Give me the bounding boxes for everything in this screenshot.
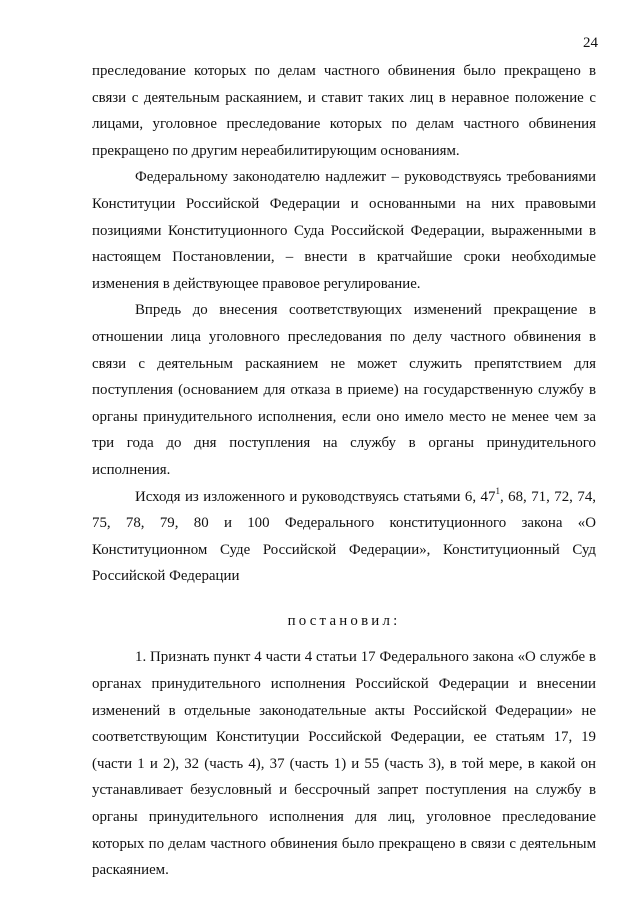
statute-text-before: Исходя из изложенного и руководствуясь статьями 6, 47 xyxy=(135,488,496,505)
page-number: 24 xyxy=(583,35,598,51)
paragraph-legislator-instruction: Федеральному законодателю надлежит – руководствуясь требованиями Конституции Российской Федерации и основанными на них правовыми позициями Конституционного Суда Российской Федерации, выраженными в настоящем Постановлении, – внести в кратчайшие сроки необходимые изменения в действующее правовое регулирование. xyxy=(92,169,596,292)
statute-text-after: , 68, 71, 72, 74, 75, 78, 79, 80 и 100 Федерального конституционного закона «О Конституционном Суде Российской Федерации», Конституционный Суд Российской Федерации xyxy=(92,488,596,585)
paragraph-continuation: преследование которых по делам частного обвинения было прекращено в связи с деятельным раскаянием, и ставит таких лиц в неравное положение с лицами, уголовное преследование которых по делам частного обвинения прекращено по другим нереабилитирующим основаниям. xyxy=(92,63,596,159)
article-superscript: 1 xyxy=(495,485,500,496)
paragraph-resolution-point-1: 1. Признать пункт 4 части 4 статьи 17 Федерального закона «О службе в органах принудительного исполнения Российской Федерации и внесении изменений в отдельные законодательные акты Российской Федерации» не соответствующим Конституции Российской Федерации, ее статьям 17, 19 (части 1 и 2), 32 (часть 4), 37 (часть 1) и 55 (часть 3), в той мере, в какой он устанавливает безусловный и бессрочный запрет поступления на службу в органы принудительного исполнения для лиц, уголовное преследование которых по делам частного обвинения было прекращено в связи с деятельным раскаянием. xyxy=(92,649,596,879)
paragraph-statute-reference xyxy=(92,484,596,590)
paragraph-interim-rule: Впредь до внесения соответствующих изменений прекращение в отношении лица уголовного преследования по делу частного обвинения в связи с деятельным раскаянием не может служить препятствием для поступления (основанием для отказа в приеме) на государственную службу в органы принудительного исполнения, если оно имело место не менее чем за три года до дня поступления на службу в органы принудительного исполнения. xyxy=(92,302,596,478)
resolution-heading: постановил: xyxy=(287,612,401,629)
document-body xyxy=(92,58,596,884)
